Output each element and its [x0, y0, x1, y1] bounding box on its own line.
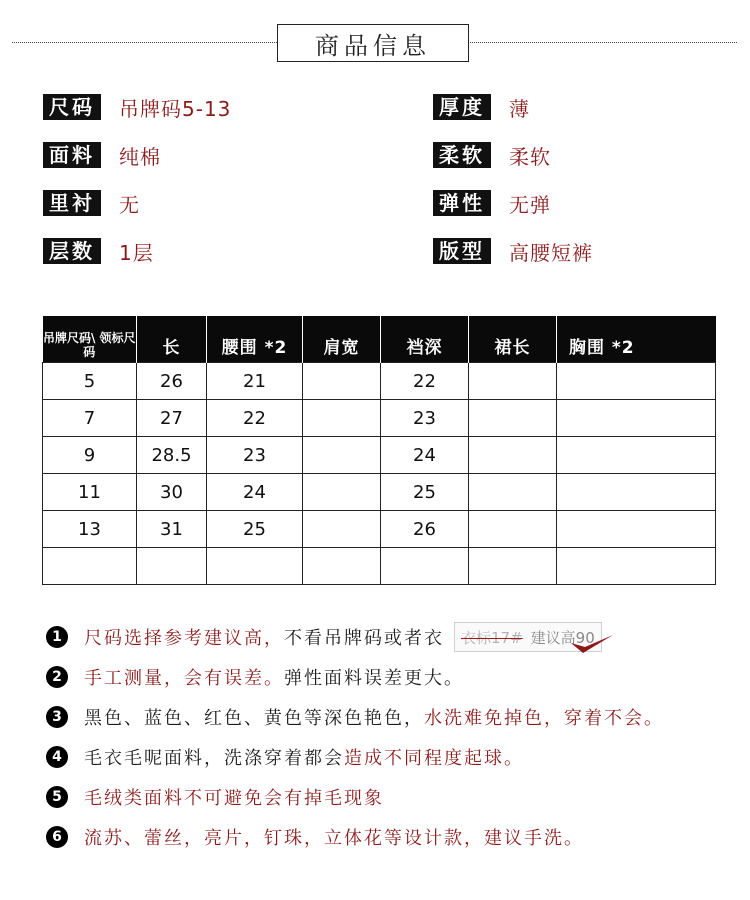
attr-value: 纯棉: [119, 144, 161, 169]
section-title: 商品信息: [277, 24, 469, 62]
table-cell: [43, 548, 137, 585]
attr-key: 尺码: [43, 94, 101, 120]
attr-softness: [433, 142, 551, 168]
table-cell: 25: [381, 474, 469, 511]
table-cell: 5: [43, 363, 137, 400]
table-cell: [469, 363, 557, 400]
col-header-shoulder: 肩宽: [303, 316, 381, 363]
note-item: [46, 742, 524, 772]
number-badge-icon: 4: [46, 746, 68, 768]
number-badge-icon: 1: [46, 626, 68, 648]
table-cell: 31: [137, 511, 207, 548]
attr-key: 版型: [433, 238, 491, 264]
checkmark-icon: [569, 633, 615, 657]
table-cell: [557, 437, 716, 474]
col-header-chest: 胸围 *2: [557, 316, 716, 363]
table-cell: [303, 400, 381, 437]
note-text: 尺码选择参考建议高，: [84, 628, 284, 649]
note-item: [46, 662, 464, 692]
note-text: 毛绒类面料不可避免会有掉毛现象: [84, 788, 384, 809]
table-cell: [469, 511, 557, 548]
col-header-rise: 裆深: [381, 316, 469, 363]
note-text: 流苏、蕾丝，亮片，钉珠，立体花等设计款，建议手洗。: [84, 828, 584, 849]
table-cell: [557, 548, 716, 585]
table-cell: [381, 548, 469, 585]
attr-fit: [433, 238, 593, 264]
table-row: [43, 363, 716, 400]
attr-value: 1层: [119, 240, 154, 265]
number-badge-icon: 3: [46, 706, 68, 728]
table-cell: 23: [381, 400, 469, 437]
table-cell: [557, 474, 716, 511]
attr-value: 无: [119, 192, 140, 217]
attr-lining: [43, 190, 140, 216]
table-cell: 26: [137, 363, 207, 400]
table-cell: [469, 437, 557, 474]
attr-value: 高腰短裤: [509, 240, 593, 265]
recommend-height: 建议高90: [530, 628, 595, 647]
note-item: [46, 622, 602, 652]
table-row: [43, 548, 716, 585]
table-cell: [303, 474, 381, 511]
number-badge-icon: 6: [46, 826, 68, 848]
table-cell: [137, 548, 207, 585]
attr-value: 柔软: [509, 144, 551, 169]
table-cell: 25: [207, 511, 303, 548]
table-cell: 24: [381, 437, 469, 474]
table-cell: 21: [207, 363, 303, 400]
attr-layers: [43, 238, 154, 264]
table-cell: [303, 548, 381, 585]
table-row: [43, 474, 716, 511]
attr-value: 无弹: [509, 192, 551, 217]
struck-tag-size: 衣标17#: [461, 628, 523, 647]
attr-key: 弹性: [433, 190, 491, 216]
table-cell: [469, 400, 557, 437]
note-text: 弹性面料误差更大。: [284, 668, 464, 689]
attr-size: [43, 94, 231, 120]
table-cell: 24: [207, 474, 303, 511]
note-item: [46, 782, 384, 812]
table-cell: 13: [43, 511, 137, 548]
col-header-tag-size: 吊牌尺码\ 领标尺码: [43, 316, 137, 363]
size-tag-example: [454, 622, 602, 652]
table-cell: 11: [43, 474, 137, 511]
note-item: [46, 702, 664, 732]
table-cell: 28.5: [137, 437, 207, 474]
table-cell: [557, 511, 716, 548]
attr-value: 薄: [509, 96, 530, 121]
table-cell: [207, 548, 303, 585]
attr-value: 吊牌码5-13: [119, 96, 232, 121]
header-rule-right: [467, 42, 737, 43]
note-text: 毛衣毛呢面料，洗涤穿着都会: [84, 748, 344, 769]
table-cell: 9: [43, 437, 137, 474]
table-cell: [557, 363, 716, 400]
table-cell: [303, 363, 381, 400]
attr-key: 厚度: [433, 94, 491, 120]
col-header-waist: 腰围 *2: [207, 316, 303, 363]
table-row: [43, 437, 716, 474]
table-cell: [469, 474, 557, 511]
table-cell: 7: [43, 400, 137, 437]
col-header-length: 长: [137, 316, 207, 363]
attr-thickness: [433, 94, 530, 120]
attr-key: 柔软: [433, 142, 491, 168]
table-row: [43, 511, 716, 548]
table-cell: 22: [381, 363, 469, 400]
number-badge-icon: 5: [46, 786, 68, 808]
table-cell: [469, 548, 557, 585]
note-text: 水洗难免掉色，穿着不会。: [424, 708, 664, 729]
note-text: 手工测量，会有误差。: [84, 668, 284, 689]
table-cell: 30: [137, 474, 207, 511]
table-cell: [557, 400, 716, 437]
table-cell: [303, 437, 381, 474]
table-row: [43, 400, 716, 437]
number-badge-icon: 2: [46, 666, 68, 688]
note-text: 黑色、蓝色、红色、黄色等深色艳色，: [84, 708, 424, 729]
table-cell: 23: [207, 437, 303, 474]
table-header-row: [43, 316, 716, 363]
col-header-skirt-length: 裙长: [469, 316, 557, 363]
attr-elasticity: [433, 190, 551, 216]
header-rule-left: [12, 42, 277, 43]
size-table: [42, 316, 716, 585]
attr-key: 里衬: [43, 190, 101, 216]
note-item: [46, 822, 584, 852]
table-cell: 27: [137, 400, 207, 437]
note-text: 不看吊牌码或者衣: [284, 628, 444, 649]
table-cell: 26: [381, 511, 469, 548]
attr-key: 层数: [43, 238, 101, 264]
table-cell: 22: [207, 400, 303, 437]
table-cell: [303, 511, 381, 548]
attr-fabric: [43, 142, 161, 168]
attr-key: 面料: [43, 142, 101, 168]
note-text: 造成不同程度起球。: [344, 748, 524, 769]
